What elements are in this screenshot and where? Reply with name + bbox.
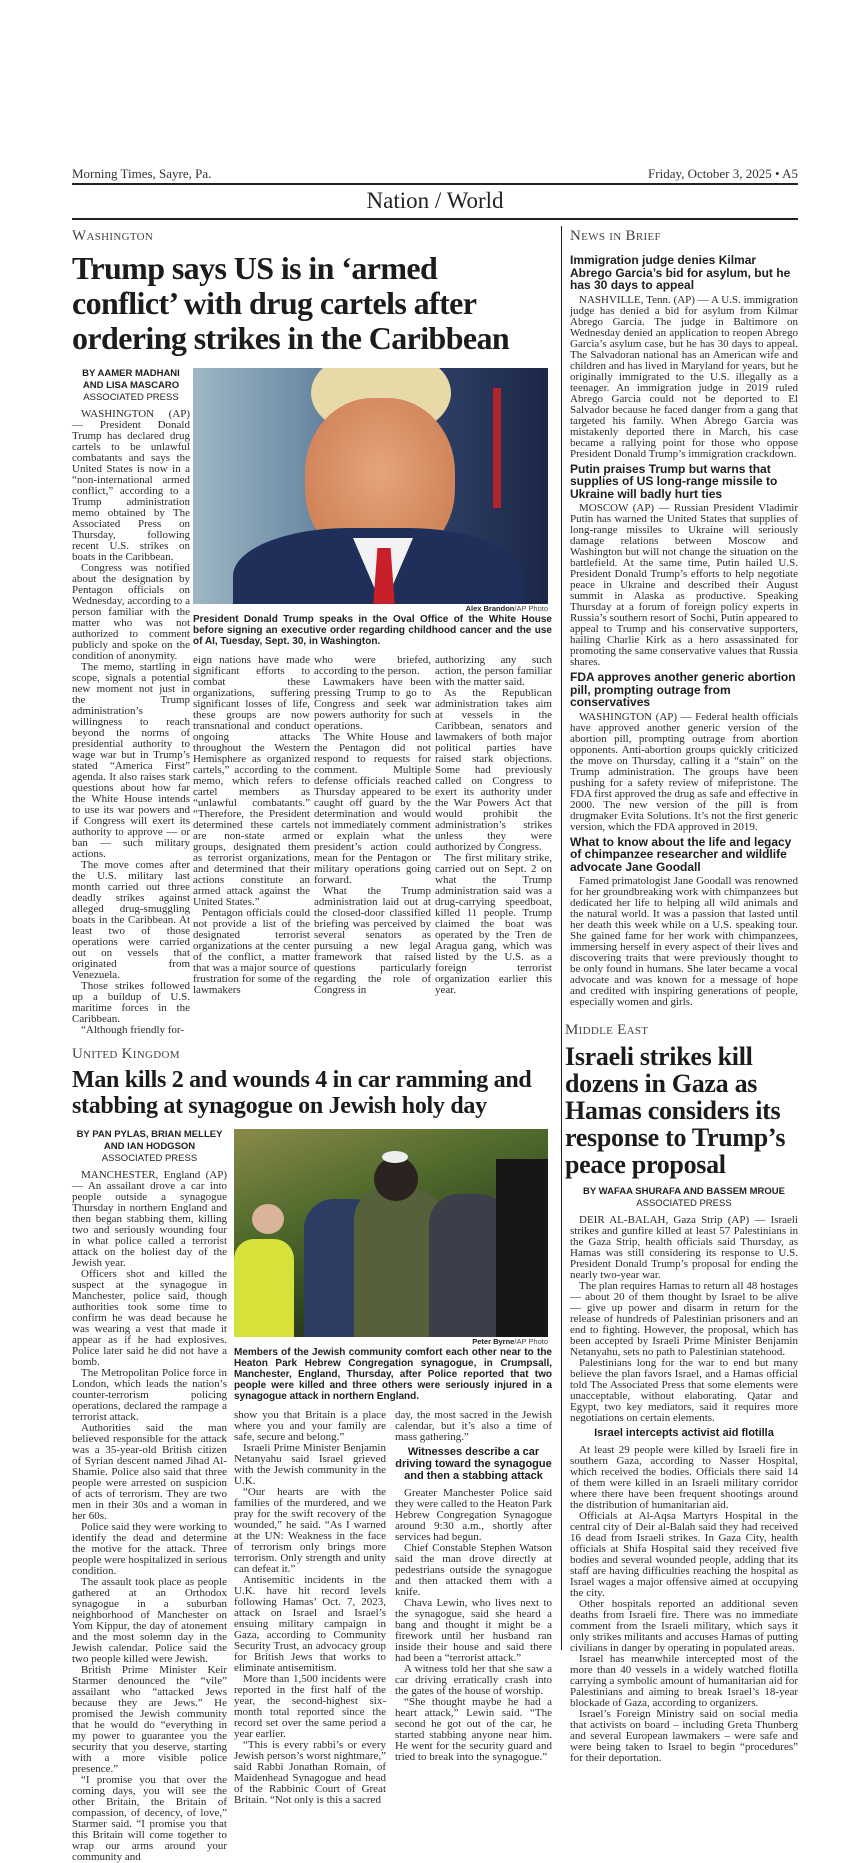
brief-body: NASHVILLE, Tenn. (AP) — A U.S. immigration judge has denied a bid for asylum from Kilmar Abrego Garcia. The judge in Baltimore on Wednesday denied an application to reopen Abrego Garcia’s asylum case, but he has 30 days to appeal. The Salvadoran national has an American wife and children and has lived in Maryland for years, but he originally immigrated to the U.S. illegally as a teenager. An immigration judge in 2019 ruled Abrego Garcia could not be deported to El Salvador because he faced danger from a gang that targeted his family. When Abrego Garcia was mistakenly deported there in March, his case became a rallying point for those who oppose President Donald Trump’s immigration crackdown. (570, 293, 798, 460)
main-right-block (193, 368, 552, 996)
paragraph: “Although friendly for- (81, 1024, 185, 1036)
uk-subhead: Witnesses describe a car driving toward the synagogue and then a stabbing attack (395, 1446, 552, 1482)
uk-column-3 (395, 1410, 552, 1763)
paragraph: WASHINGTON (AP) — President Donald Trump has declared drug cartels to be unlawful combatants and says the United States is now in a “non-international armed conflict,” according to a Trump administration memo obtained by The Associated Press on Thursday, following recent U.S. strikes on boats in the Caribbean. (72, 408, 190, 563)
uk-column-3-part-2 (395, 1488, 552, 1763)
left-area (72, 228, 552, 1863)
paragraph: who were briefed, according to the person. (314, 654, 431, 677)
paragraph: Other hospitals reported an additional seven deaths from Israeli fire. There was no immediate comment from the Israeli military, which says it only strikes militants and accuses Hamas of putting civilians in danger by operating in populated areas. (570, 1598, 798, 1654)
brief-body: WASHINGTON (AP) — Federal health officials have approved another generic version of the abortion pill, prompting outrage from abortion opponents. Anti-abortion groups quickly criticized the move on Thursday, calling it a “stain” on the Trump administration. The groups have been pushing for a safety review of mifepristone. The FDA first approved the drug as safe and effective in 2000. The new version of the pill is from drugmaker Evita Solutions. It’s not the first generic version, which the FDA approved in 2019. (570, 710, 798, 833)
uk-column-1-wrap (72, 1129, 227, 1863)
paragraph: The memo, startling in scope, signals a potential new moment not just in the Trump administration’s willingness to reach beyond the norms of presidential authority to wage war but in Trump’s stated “America First” agenda. It also raises stark questions about how far the White House intends to use its war powers and if Congress will exert its authority to approve — or ban — such military actions. (72, 661, 190, 860)
uk-column-1 (72, 1170, 227, 1863)
mideast-text-part-2 (570, 1445, 798, 1764)
brief-item (570, 463, 798, 669)
main-column-2 (193, 655, 310, 996)
credit-org: /AP Photo (514, 604, 548, 613)
paragraph: Lawmakers have been pressing Trump to go to Congress and seek war powers authority for such operations. (314, 676, 431, 732)
paragraph: “This is every rabbi’s or every Jewish person’s worst nightmare,” said Rabbi Jonathan Romain, of Maidenhead Synagogue and head of the Rabbinic Court of Great Britain. “Not only is this a sacred (234, 1739, 386, 1806)
paragraph: British Prime Minister Keir Starmer denounced the “vile” assailant who “attacked Jews because they are Jews.” He promised the Jewish community that he would do “everything in my power to guarantee you the security that you deserve, starting with a more visible police presence.” (72, 1664, 227, 1775)
paragraph: Israel has meanwhile intercepted most of the more than 40 vessels in a widely watched flotilla carrying a symbolic amount of humanitarian aid for Palestinians and aiming to break Israel’s 18-year blockade of Gaza, according to organizers. (570, 1653, 798, 1709)
paragraph: day, the most sacred in the Jewish calendar, but it’s also a time of mass gathering.” (395, 1409, 552, 1443)
section-label-united-kingdom: United Kingdom (72, 1046, 180, 1062)
headline-line: Trump says US is in ‘armed (72, 250, 438, 286)
paragraph: Chava Lewin, who lives next to the synagogue, said she heard a bang and thought it might be a firework until her husband ran inside their house and said there had been a “terrorist attack.” (395, 1597, 552, 1664)
paragraph: The first military strike, carried out on Sept. 2 on what the Trump administration said was a drug-carrying speedboat, killed 11 people. Trump claimed the boat was operated by the Tren de Aragua gang, which was listed by the U.S. as a foreign terrorist organization earlier this year. (435, 852, 552, 996)
section-rule (72, 218, 798, 220)
paragraph: The White House and the Pentagon did not respond to requests for comment. Multiple defense officials reached Thursday appeared to be caught off guard by the determination and would not immediately comment or explain what the president’s action could mean for the Pentagon or military operations going forward. (314, 731, 431, 886)
newspaper-name: Morning Times, Sayre, Pa. (72, 166, 212, 181)
photo-credit (193, 604, 548, 614)
photo-credit (234, 1337, 548, 1347)
paragraph: As the Republican administration takes aim at vessels in the Caribbean, senators and lawmakers of both major political parties have raised stark objections. Some had previously called on Congress to exert its authority under the War Powers Act that would prohibit the administration’s strikes unless they were authorized by Congress. (435, 687, 552, 853)
section-label-middle-east: Middle East (565, 1022, 649, 1038)
paragraph: Congress was notified about the designation by Pentagon officials on Wednesday, according to a person familiar with the matter who was not authorized to comment publicly and spoke on the condition of anonymity. (72, 562, 190, 662)
credit-org: /AP Photo (514, 1337, 548, 1346)
brief-headline[interactable]: FDA approves another generic abortion pill, prompting outrage from conservatives (570, 670, 796, 709)
paragraph: The plan requires Hamas to return all 48 hostages — about 20 of them thought by Israel to be alive — give up power and disarm in return for the release of hundreds of Palestinian prisoners and an end to fighting. However, the proposal, which has been accepted by Israeli Prime Minister Benjamin Netanyahu, sets no path to Palestinian statehood. (570, 1280, 798, 1358)
paragraph: DEIR AL-BALAH, Gaza Strip (AP) — Israeli strikes and gunfire killed at least 57 Palestinians in the Gaza Strip, health officials said Thursday, as Hamas was still considering its response to U.S. President Donald Trump’s proposal for ending the nearly two-year war. (570, 1214, 798, 1281)
paragraph: Authorities said the man believed responsible for the attack was a 35-year-old British citizen of Syrian descent named Jihad Al-Shamie. Police also said that three people were arrested on suspicion of acts of terrorism. They are two men in their 30s and a woman in her 60s. (72, 1422, 227, 1522)
photographer: Peter Byrne (472, 1337, 515, 1346)
photo-caption: Members of the Jewish community comfort each other near to the Heaton Park Hebrew Congregation synagogue, in Crumpsall, Manchester, England, Thursday, after Police reported that two people were killed and three others were seriously injured in a synagogue attack in northern England. (234, 1347, 552, 1402)
byline-line: AND IAN HODGSON (103, 1141, 196, 1152)
page-date: Friday, October 3, 2025 • A5 (648, 166, 798, 181)
byline-line: BY PAN PYLAS, BRIAN MELLEY (76, 1129, 223, 1140)
paragraph: Israeli Prime Minister Benjamin Netanyahu said Israel grieved with the Jewish community in the U.K. (234, 1442, 386, 1487)
paragraph: “Our hearts are with the families of the murdered, and we pray for the swift recovery of the wounded,” he said. “As I warned at the UN: Weakness in the face of terrorism only brings more terrorism. Only strength and unity can defeat it.” (234, 1486, 386, 1575)
brief-headline[interactable]: Putin praises Trump but warns that supplies of US long-range missile to Ukraine will badly hurt ties (570, 461, 778, 501)
trump-photo (193, 368, 548, 604)
headline-line: dozens in Gaza as (565, 1069, 758, 1098)
mideast-byline (570, 1186, 798, 1210)
news-in-brief (570, 251, 798, 1008)
header-rule (72, 183, 798, 185)
headline-line: Hamas considers its (565, 1096, 781, 1125)
mideast-body (570, 1215, 798, 1764)
paragraph: MANCHESTER, England (AP) — An assailant drove a car into people outside a synagogue Thursday in northern England and then began stabbing them, killing two and seriously wounding four in what police called a terrorist attack on the holiest day of the Jewish year. (72, 1169, 227, 1269)
headline-line: Israeli strikes kill (565, 1042, 753, 1071)
main-column-1 (72, 409, 190, 1036)
main-story (72, 228, 552, 1036)
brief-headline[interactable]: What to know about the life and legacy of chimpanzee researcher and wildlife advocate Jane Goodall (570, 834, 792, 874)
paragraph: Chief Constable Stephen Watson said the man drove directly at pedestrians outside the synagogue and then attacked them with a knife. (395, 1542, 552, 1598)
byline-agency: ASSOCIATED PRESS (636, 1198, 732, 1209)
byline-line: AND LISA MASCARO (82, 380, 180, 391)
paragraph: Officers shot and killed the suspect at the synagogue in Manchester, police said, though authorities took some time to confirm he was dead because he was wearing a vest that made it appear as if he had explosives. Police later said he did not have a bomb. (72, 1268, 227, 1368)
main-column-1-wrap (72, 368, 190, 1036)
brief-headline[interactable]: Immigration judge denies Kilmar Abrego Garcia’s bid for asylum, but he has 30 days to appeal (570, 253, 791, 292)
paragraph: authorizing any such action, the person familiar with the matter said. (435, 654, 552, 688)
paragraph: show you that Britain is a place where you and your family are safe, secure and belong.” (234, 1409, 386, 1443)
paragraph: At least 29 people were killed by Israeli fire in southern Gaza, according to Nasser Hospital, which received the bodies. Officials there said 14 of them were killed in an Israeli military corridor where there have been frequent shootings around the distribution of humanitarian aid. (570, 1444, 798, 1511)
main-column-3 (314, 655, 431, 996)
uk-column-2 (234, 1410, 386, 1806)
headline-line: stabbing at synagogue on Jewish holy day (72, 1093, 487, 1119)
paragraph: Greater Manchester Police said they were called to the Heaton Park Hebrew Congregation Synagogue around 9:30 a.m., shortly after services had begun. (395, 1487, 552, 1543)
photo-caption: President Donald Trump speaks in the Oval Office of the White House before signing an executive order regarding childhood cancer and the use of AI, Tuesday, Sept. 30, in Washington. (193, 614, 552, 647)
right-area (565, 228, 798, 1764)
brief-item (570, 671, 798, 833)
page-section-title: Nation / World (366, 188, 504, 213)
paragraph: Antisemitic incidents in the U.K. have hit record levels following Hamas’ Oct. 7, 2023, attack on Israel and Israel’s ensuing military campaign in Gaza, according to Community Security Trust, an advocacy group for British Jews that works to eliminate antisemitism. (234, 1574, 386, 1674)
paragraph: Pentagon officials could not provide a list of the designated terrorist organizations at the center of the conflict, a matter that was a major source of frustration for some of the lawmakers (193, 907, 310, 996)
paragraph: The move comes after the U.S. military last month carried out three deadly strikes against alleged drug-smuggling boats in the Caribbean. At least two of those operations were carried out on vessels that originated from Venezuela. (72, 859, 190, 981)
paragraph: Officials at Al-Aqsa Martyrs Hospital in the central city of Deir al-Balah said they had received 16 dead from Israeli strikes. In Gaza City, health officials at Shifa Hospital said they received five bodies and several wounded people, adding that its staff are having difficulties reaching the hospital as Israel wages a major offensive aimed at occupying the city. (570, 1510, 798, 1599)
headline-line: Man kills 2 and wounds 4 in car ramming and (72, 1067, 532, 1093)
main-column-4 (435, 655, 552, 996)
uk-story (72, 1046, 552, 1863)
paragraph: Police said they were working to identify the dead and determine the motive for the attack. Three people were hospitalized in serious condition. (72, 1521, 227, 1577)
brief-item (570, 254, 798, 460)
headline-line: peace proposal (565, 1150, 726, 1179)
mideast-text-part-1 (570, 1215, 798, 1424)
synagogue-photo (234, 1129, 548, 1337)
paragraph: The Metropolitan Police force in London, which leads the nation’s counter-terrorism policing operations, declared the rampage a terrorist attack. (72, 1367, 227, 1423)
paragraph: What the Trump administration laid out at the closed-door classified briefing was perceived by several senators as pursuing a new legal framework that raised questions particularly regarding the role of Congress in (314, 885, 431, 996)
uk-headline (72, 1067, 557, 1119)
brief-body: MOSCOW (AP) — Russian President Vladimir Putin has warned the United States that supplies of long-range missiles to Ukraine will seriously damage relations between Moscow and Washington but will not change the situation on the battlefield. At the same time, Putin hailed U.S. President Donald Trump’s efforts to help negotiate peace in Ukraine and described their August summit in Alaska as productive. Speaking Thursday at a forum of foreign policy experts in Russia’s southern resort of Sochi, Putin appeared to appeal to Trump and his conservative supporters, hailing Charlie Kirk as a hero assassinated for promoting the same conservative values that Russia shares. (570, 502, 798, 668)
uk-byline (72, 1129, 227, 1165)
brief-item (570, 836, 798, 1009)
brief-body: Famed primatologist Jane Goodall was renowned for her groundbreaking work with chimpanzees but dedicated her life to helping all wild animals and the natural world. It was a passion that lasted until her death this week while on a U.S. speaking tour. She gained fame for her work with chimpanzees, immersing herself in every aspect of their lives and discovering traits that were previously thought to be only found in humans. She later became a vocal advocate and was known for a message of hope and credited with inspiring generations of people, especially women and girls. (570, 875, 798, 1008)
paragraph: “I promise you that over the coming days, you will see the other Britain, the Britain of compassion, of decency, of love,” Starmer said. “I promise you that this Britain will come together to wrap our arms around your community and (72, 1774, 227, 1863)
mideast-headline (565, 1043, 800, 1178)
byline-agency: ASSOCIATED PRESS (101, 1153, 198, 1164)
column-divider (561, 226, 562, 1650)
section-label-news-in-brief: News in Brief (570, 228, 661, 244)
uk-right-block (234, 1129, 552, 1806)
paragraph: A witness told her that she saw a car driving erratically crash into the gates of the house of worship. (395, 1663, 552, 1697)
headline-line: conflict’ with drug cartels after (72, 285, 477, 321)
main-byline (72, 368, 190, 404)
photographer: Alex Brandon (465, 604, 515, 613)
paragraph: Palestinians long for the war to end but many believe the plan favors Israel, and a Hamas official told The Associated Press that some elements were unacceptable, without elaborating. Qatar and Egypt, two key mediators, said it requires more negotiations on certain elements. (570, 1357, 798, 1424)
headline-line: response to Trump’s (565, 1123, 786, 1152)
paragraph: Those strikes followed up a buildup of U.S. maritime forces in the Caribbean. (72, 980, 190, 1025)
main-headline (72, 251, 557, 356)
mideast-subhead: Israel intercepts activist aid flotilla (594, 1427, 774, 1439)
paragraph: eign nations have made significant efforts to combat these organizations, suffering significant losses of life, these groups are now transnational and conduct ongoing attacks throughout the Western Hemisphere as organized cartels,” according to the memo, which refers to cartel members as “unlawful combatants.” “Therefore, the President determined these cartels are non-state armed groups, designated them as terrorist organizations, and determined that their actions constitute an armed attack against the United States.” (193, 654, 310, 908)
paragraph: “She thought maybe he had a heart attack,” Lewin said. “The second he got out of the car, he started stabbing anyone near him. He went for the security guard and tried to break into the synagogue.” (395, 1696, 552, 1763)
paragraph: More than 1,500 incidents were reported in the first half of the year, the second-highest six-month total reported since the record set over the same period a year earlier. (234, 1673, 386, 1740)
uk-column-3-part-1 (395, 1410, 552, 1443)
paragraph: The assault took place as people gathered at an Orthodox synagogue in a suburban neighborhood of Manchester on Yom Kippur, the day of atonement and the most solemn day in the Jewish calendar. Police said the two people killed were Jewish. (72, 1576, 227, 1665)
paragraph: Israel’s Foreign Ministry said on social media that activists on board – including Greta Thunberg and several European lawmakers – were safe and were being taken to Israel to begin “procedures” for their deportation. (570, 1708, 798, 1764)
headline-line: ordering strikes in the Caribbean (72, 320, 510, 356)
byline-agency: ASSOCIATED PRESS (83, 392, 179, 403)
byline-line: BY AAMER MADHANI (82, 368, 180, 379)
section-label-washington: Washington (72, 228, 154, 244)
byline-line: BY WAFAA SHURAFA AND BASSEM MROUE (583, 1186, 785, 1197)
